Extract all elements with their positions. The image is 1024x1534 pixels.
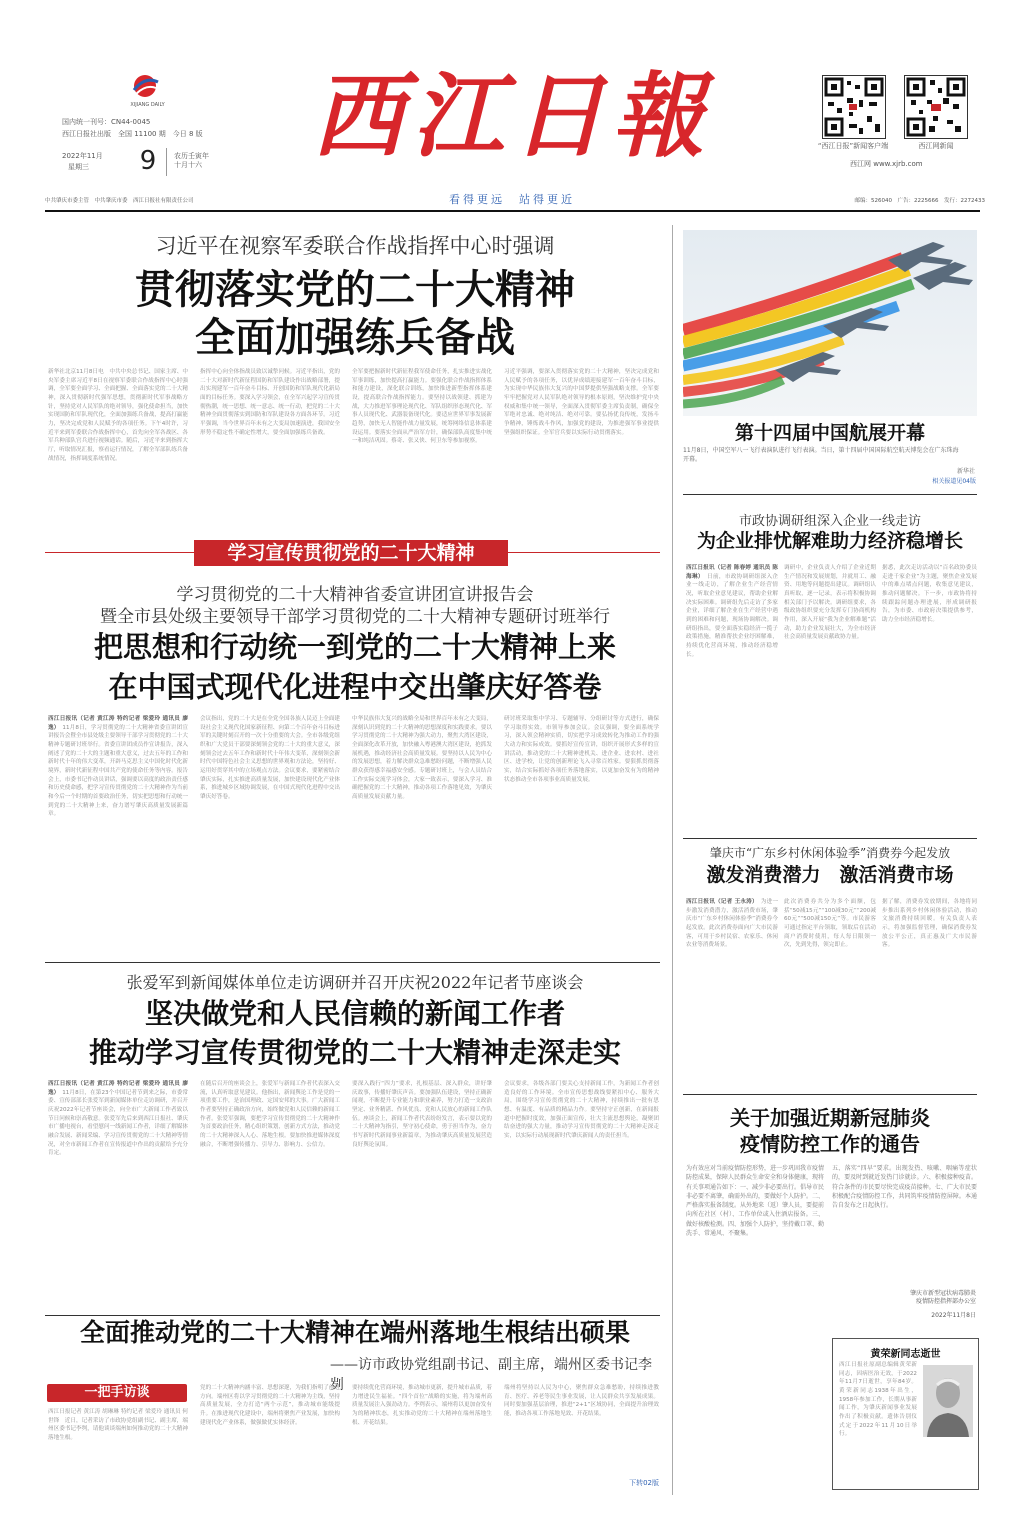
right-story1-headline: 为企业排忧解难助力经济稳增长 [696,530,963,552]
lead-kicker: 习近平在视察军委联合作战指挥中心时强调 [155,234,555,258]
masthead: XIJIANG DAILY 国内统一刊号：CN44-0045 西江日报社出版 全国 11100 期 今日 8 版 2022年11月 星期三 9 农历壬寅年 十月十六 西江日報 看得更远 站得更近 “西江日报”新闻客户端 西江网新闻 西江网 www.xjrb.com 中共肇庆市委主管 中共肇庆市委 西江日报社有限责任公司 邮编：526040 广告：2225666 发行：2272433 [45,62,985,206]
column-divider [672,225,673,1495]
story4-continued-link[interactable]: 下转02版 [629,1479,659,1487]
section-banner: 学习宣传贯彻党的二十大精神 [194,540,508,566]
photo-caption: 11月8日，中国空军八一飞行表演队进行飞行表演。当日，第十四届中国国际航空航天博览会在广东珠海开幕。 [683,447,959,463]
story3-kicker: 张爱军到新闻媒体单位走访调研并召开庆祝2022年记者节座谈会 [126,973,584,992]
website: 西江网 www.xjrb.com [850,160,923,168]
story2-kicker-line2: 暨全市县处级主要领导干部学习贯彻党的二十大精神专题研讨班举行 [100,607,610,627]
story2-body-col3: 中华民族伟大复兴的战略全局和世界百年未有之大变局，深刻认识到党的二十大精神的思想深度和实践要求。要以学习贯彻党的二十大精神为强大动力，聚焦大湾区建设，全面深化改革开放，加快融入粤港澳大湾区建设，抢抓发展机遇，推动经济社会高质量发展。要坚持以人民为中心的发展思想，着力解决群众急难愁盼问题，不断增强人民群众获得感幸福感安全感。专题研讨班上，与会人员结合工作实际交流学习体会，大家一致表示，要深入学习、准确把握党的二十大精神，推动各项工作落地见效，为肇庆高质量发展贡献力量。 [352,716,492,800]
right-story2-byline: 西江日报讯（记者 王永涛） [686,899,755,905]
notice-issuer: 肇庆市新型冠状病毒肺炎 疫情防控指挥部办公室 [909,1290,976,1306]
qr-caption-left: “西江日报”新闻客户端 [817,142,889,150]
qr-caption-right: 西江网新闻 [918,142,954,150]
story4-body-col2: 党的二十大精神内涵丰富、思想深邃，为我们指明了前进方向。端州区将以学习贯彻党的二十大精神为主线，坚持高质量发展，全力打造“两个示范”，推动城市能级提升。在推进现代化建设中，端州将聚焦产业发展，加快构建现代化产业体系，做强做优实体经济。 [200,1385,340,1426]
right-story1-kicker: 市政协调研组深入企业一线走访 [738,514,921,529]
obituary-headline: 黄荣新同志逝世 [870,1349,941,1360]
story4-body-col3: 要持续优化营商环境，推动城市更新，提升城市品质，着力增进民生福祉。“四个首位”战略的实施，将为端州高质量发展注入强劲动力。李刿表示，端州将以更加奋发有为的精神状态，扎实推动党的二十大精神在端州落地生根、开花结果。 [352,1385,492,1426]
masthead-title: 西江日報 [312,62,713,170]
masthead-left-info: 中共肇庆市委主管 中共肇庆市委 西江日报社有限责任公司 [45,198,194,204]
story2-headline-line1: 把思想和行动统一到党的二十大精神上来 [93,630,616,664]
story4-body-col4: 端州将坚持以人民为中心，聚焦群众急难愁盼，持续推进教育、医疗、养老等民生事业发展，让人民群众共享发展成果。同时要加强基层治理，推进“2+1”区域协同，全面提升治理效能，推动各项工作落地见效、开花结果。 [504,1385,659,1417]
lead-body-col1: 新华社北京11月8日电 中共中央总书记、国家主席、中央军委主席习近平8日在视察军委联合作战指挥中心时强调，全军要全面学习、全面把握、全面落实党的二十大精神，深入贯彻新时代强军思想，贯彻新时代军事战略方针，坚持党对人民军队的绝对领导，强化使命担当，加快实现国防和军队现代化，全面加强练兵备战，提高打赢能力，坚决完成党和人民赋予的各项任务。下午4时许，习近平来到军委联合作战指挥中心，首先向全军各战区、各军兵种部队官兵进行视频通话。随后，习近平来到指挥大厅，听取情况汇报，察看运行情况，了解全军部队练兵备战情况，指挥调度系统情况。 [48,369,188,462]
story2-body-col1: 西江日报讯（记者 黄江涛 特约记者 梁爱玲 通讯员 廖逸） 11月8日，学习贯彻党的二十大精神省委宣讲团宣讲报告会暨全市县处级主要领导干部学习贯彻党的二十大精神专题研讨班举行。省委宣讲团成员作宣讲报告，深入阐述了党的二十大的主题和重大意义，过去五年的工作和新时代十年的伟大变革，开辟马克思主义中国化时代化新境界，新时代新征程中国共产党的使命任务等内容。报告会上，市委书记作动员讲话，强调要以高度的政治责任感和历史使命感，把学习宣传贯彻党的二十大精神作为当前和今后一个时期的首要政治任务，切实把思想和行动统一到党的二十大精神上来，奋力谱写肇庆高质量发展新篇章。 [48,716,188,818]
right-story2-headline: 激发消费潜力 激活消费市场 [706,864,954,886]
story3-body-col2: 在随后召开的座谈会上，张爱军与新闻工作者代表深入交流，认真听取意见建议。他指出，新闻舆论工作是党的一项重要工作，是治国理政、定国安邦的大事。广大新闻工作者要坚持正确政治方向，始终做党和人民信赖的新闻工作者。张爱军强调，要把学习宣传贯彻党的二十大精神作为首要政治任务，精心组织策划，创新方式方法，推动党的二十大精神深入人心、落地生根。要加快推进媒体深度融合，不断增强传播力、引导力、影响力、公信力。 [200,1081,340,1148]
year-month: 2022年11月 [62,152,103,160]
lead-body-col2: 指挥中心向全体指战员致以诚挚问候。习近平指出，党的二十大对新时代新征程国防和军队建设作出战略部署，提出实现建军一百年奋斗目标、开创国防和军队现代化新局面的目标任务。要深入学习领会，在全军兴起学习宣传贯彻热潮，统一思想、统一意志、统一行动，把党的二十大精神全面贯彻落实到国防和军队建设各方面各环节。习近平强调，当今世界百年未有之大变局加速演进，我国安全形势不稳定性不确定性增大，要全面加强练兵备战。 [200,369,340,436]
qr-code-app [822,75,886,139]
masthead-slogan: 看得更远 站得更近 [449,193,575,206]
photo-related-link[interactable]: 相关报道见04版 [932,478,976,485]
lead-body-col4: 习近平强调，要深入贯彻落实党的二十大精神，坚决完成党和人民赋予的各项任务，以优异成绩迎接建军一百年奋斗目标，为实现中华民族伟大复兴的中国梦提供坚强战略支撑。全军要牢牢把握党对人民军队绝对领导的根本原则，坚决维护党中央权威和集中统一领导，全面深入贯彻军委主席负责制，确保全军绝对忠诚、绝对纯洁、绝对可靠。要弘扬优良传统，发扬斗争精神，锤炼战斗作风，加强党的建设，为推进强军事业提供坚强组织保证。全军官兵要以实际行动贯彻落实。 [504,369,659,436]
story2-body-col2: 会议指出，党的二十大是在全党全国各族人民迈上全面建设社会主义现代化国家新征程、向第二个百年奋斗目标进军的关键时刻召开的一次十分重要的大会。全市各级党组织和广大党员干部要深刻领会党的二十大的重大意义，深刻领会过去五年工作和新时代十年伟大变革，深刻领会新时代中国特色社会主义思想的世界观和方法论，坚持好、运用好贯穿其中的立场观点方法。会议要求，要紧密结合肇庆实际，扎实推进高质量发展，加快建设现代化产业体系，推进城乡区域协调发展，在中国式现代化进程中交出肇庆好答卷。 [200,716,340,800]
story3-body-col3: 要深入践行“四力”要求，扎根基层、深入群众，讲好肇庆故事，传播好肇庆声音。要加强队伍建设，坚持正确新闻观，不断提升专业能力和职业素养，努力打造一支政治坚定、业务精湛、作风优良、党和人民放心的新闻工作队伍。座谈会上，新闻工作者代表纷纷发言，表示要以党的二十大精神为指引，坚守初心使命，勇于担当作为，奋力书写新时代新闻事业新篇章，为推动肇庆高质量发展营造良好舆论氛围。 [352,1081,492,1148]
obituary-box [832,1338,979,1490]
story4-body-col1: 西江日报记者 黄江涛 胡琳琳 特约记者 梁爱玲 通讯员 何世锋 近日，记者采访了市政协党组副书记、副主席，端州区委书记李刿，请他谈谈端州如何推动党的二十大精神落地生根。 [48,1409,188,1441]
lead-headline-line2: 全面加强练兵备战 [195,314,515,361]
lead-body-col3: 全军要把握新时代新征程我军使命任务，扎实推进实战化军事训练，加快提高打赢能力。要强化联合作战指挥体系和能力建设，深化联合训练，加快推进新型指挥体系建设，提高联合作战指挥能力。要坚持以战领建、抓建为战，大力推进军事理论现代化、军队组织形态现代化、军事人员现代化、武器装备现代化。要适应世界军事发展新趋势，加快无人智能作战力量发展，统筹网络信息体系建设运用。要落实全面从严治军方针，确保部队高度集中统一和纯洁巩固。蔡奇、张又侠、何卫东等参加视察。 [352,369,492,445]
story4-headline: 全面推动党的二十大精神在端州落地生根结出硕果 [79,1318,630,1347]
story3-headline-line2: 推动学习宣传贯彻党的二十大精神走深走实 [88,1036,621,1069]
masthead-right-info: 邮编：526040 广告：2225666 发行：2272433 [854,198,985,204]
story2-headline-line2: 在中国式现代化进程中交出肇庆好答卷 [108,670,602,704]
newspaper-logo-icon [128,72,162,100]
lead-headline-line1: 贯彻落实党的二十大精神 [135,266,575,313]
right-story1-body-col1: 西江日报讯（记者 陈春婷 通讯员 陈海琳） 日前，市政协调研组深入企业一线走访，了解企业生产经营情况，听取企业意见建议，帮助企业解决实际困难。调研组先后走访了多家企业，详细了解企业在生产经营中遇到的困难和问题，现场协调解决。调研组指出，要全面落实稳经济一揽子政策措施，精准帮扶企业纾困解难，持续优化营商环境，推动经济稳增长。 [686,565,778,658]
story4-subhead: ——访市政协党组副书记、副主席，端州区委书记李刿 [330,1357,652,1393]
weekday: 星期三 [68,163,89,171]
story2-byline: 西江日报讯（记者 黄江涛 特约记者 梁爱玲 通讯员 廖逸） [48,716,188,731]
notice-body-col1: 为有效应对当前疫情防控形势，进一步巩固我市疫情防控成果，保障人民群众生命安全和身体健康，现将有关事项通告如下：一、减少非必要出行。倡导市民非必要不离肇，确需外出的，要做好个人防护。二、严格落实报备制度。从外地来（返）肇人员，要提前向所在社区（村）、工作单位或入住酒店报备。三、做好核酸检测。四、加强个人防护，坚持戴口罩、勤洗手、常通风、不聚集。 [686,1165,824,1238]
airshow-photo [683,230,977,416]
right-story1-body-col2: 调研中，企业负责人介绍了企业近期生产情况和发展规划，并就用工、融资、用地等问题提出建议。调研组认真听取，逐一记录，表示将积极协调相关部门予以解决。调研组要求，各级政协组织要充分发挥专门协商机构作用，深入开展“我为企业解难题”活动，助力企业发展壮大，为全市经济社会高质量发展贡献政协力量。 [784,565,876,641]
story2-kicker-line1: 学习贯彻党的二十大精神省委宣讲团宣讲报告会 [176,585,534,605]
notice-date: 2022年11月8日 [931,1312,976,1319]
cn-code: 国内统一刊号：CN44-0045 [62,118,151,126]
story3-headline-line1: 坚决做党和人民信赖的新闻工作者 [144,997,565,1030]
obituary-portrait [923,1365,973,1437]
story3-body-col4: 会议要求，各级各部门要关心支持新闻工作，为新闻工作者创造良好的工作环境。全市宣传思想战线要紧扣中心、服务大局，围绕学习宣传贯彻党的二十大精神，持续推出一批有思想、有温度、有品质的精品力作。要坚持守正创新，在新闻报道中把握时度效，加强正面宣传，壮大主流思想舆论，凝聚团结奋进的强大力量，推动学习宣传贯彻党的二十大精神走深走实，以实际行动展现新时代肇庆新闻人的责任担当。 [504,1081,659,1139]
right-story2-body-col3: 据了解，消费券发放期间，各地将同步推出系列乡村休闲体验活动，推动文旅消费持续回暖。有关负责人表示，将加强监督管理，确保消费券发放公平公正，真正惠及广大市民游客。 [882,899,977,949]
right-story2-body-col2: 此次消费券共分为多个面额，包括“50减15元”“100减30元”“200减60元”“500减150元”等。市民游客可通过指定平台领取，领取后在活动商户消费时使用，每人每日限领一次，先到先得，领完即止。 [784,899,876,949]
notice-headline-line2: 疫情防控工作的通告 [740,1132,920,1156]
qr-code-web [904,75,968,139]
notice-body-col2: 五、落实“四早”要求。出现发热、咳嗽、咽痛等症状的，要及时到就近发热门诊就诊。六、积极接种疫苗。符合条件的市民要尽快完成疫苗接种。七、广大市民要积极配合疫情防控工作，共同筑牢疫情防控屏障。本通告自发布之日起执行。 [832,1165,977,1210]
right-story2-kicker: 肇庆市“广东乡村休闲体验季”消费券今起发放 [709,846,951,860]
notice-headline-line1: 关于加强近期新冠肺炎 [730,1106,930,1130]
obituary-body: 西江日报社原副总编辑黄荣新同志，因病医治无效，于2022年11月7日逝世，享年84岁。黄荣新同志1938年出生，1958年参加工作，长期从事新闻工作，为肇庆新闻事业发展作出了积极贡献。遗体告别仪式定于2022年11月10日举行。 [839,1362,917,1438]
story3-byline: 西江日报讯（记者 黄江涛 特约记者 梁爱玲 通讯员 廖逸） [48,1081,188,1096]
photo-headline: 第十四届中国航展开幕 [734,422,925,444]
right-story1-body-col3: 据悉，此次走访活动以“百名政协委员走进千家企业”为主题，聚焦企业发展中的难点堵点问题，收集意见建议，推动问题解决。下一步，市政协将持续跟踪问题办理进展，形成调研报告，为市委、市政府决策提供参考，助力全市经济稳增长。 [882,565,977,623]
issue-day: 9 [139,146,157,176]
lunar-date: 农历壬寅年 十月十六 [174,152,209,170]
date-box [62,148,232,178]
publisher-info: 西江日报社出版 全国 11100 期 今日 8 版 [62,130,203,138]
story3-body-col1: 西江日报讯（记者 黄江涛 特约记者 梁爱玲 通讯员 廖逸） 11月8日，在第23个中国记者节到来之际，市委常委、宣传部部长张爱军到新闻媒体单位走访调研，并召开庆祝2022年记者节座谈会，向全市广大新闻工作者致以节日问候和崇高敬意。张爱军先后来到西江日报社、肇庆市广播电视台，看望慰问一线新闻工作者，详细了解媒体融合发展、新闻采编、学习宣传贯彻党的二十大精神等情况，对全市新闻工作者在宣传报道中作出的贡献给予充分肯定。 [48,1081,188,1157]
story4-tag: 一把手访谈 [47,1384,187,1402]
right-story1-byline: 西江日报讯（记者 陈春婷 通讯员 陈海琳） [686,565,778,580]
right-story2-body-col1: 西江日报讯（记者 王永涛） 为进一步激发消费潜力，激活消费市场，肇庆市“广东乡村休闲体验季”消费券今起发放。此次消费券面向广大市民游客，可用于乡村民宿、农家乐、休闲农业等消费场景。 [686,899,778,949]
photo-credit: 新华社 [956,468,975,475]
masthead-rule [45,210,980,212]
story2-body-col4: 研讨班采取集中学习、专题辅导、分组研讨等方式进行，确保学习取得实效。市领导参加会议。会议强调，要全面系统学习，深入领会精神实质，切实把学习成效转化为推动工作的强大动力和实际成效。要抓好宣传宣讲，组织开展形式多样的宣讲活动，推动党的二十大精神进机关、进企业、进农村、进社区、进学校，让党的创新理论飞入寻常百姓家。要狠抓贯彻落实，结合实际抓好各项任务落地落实，以更加奋发有为的精神状态推动全市各项事业高质量发展。 [504,716,659,783]
